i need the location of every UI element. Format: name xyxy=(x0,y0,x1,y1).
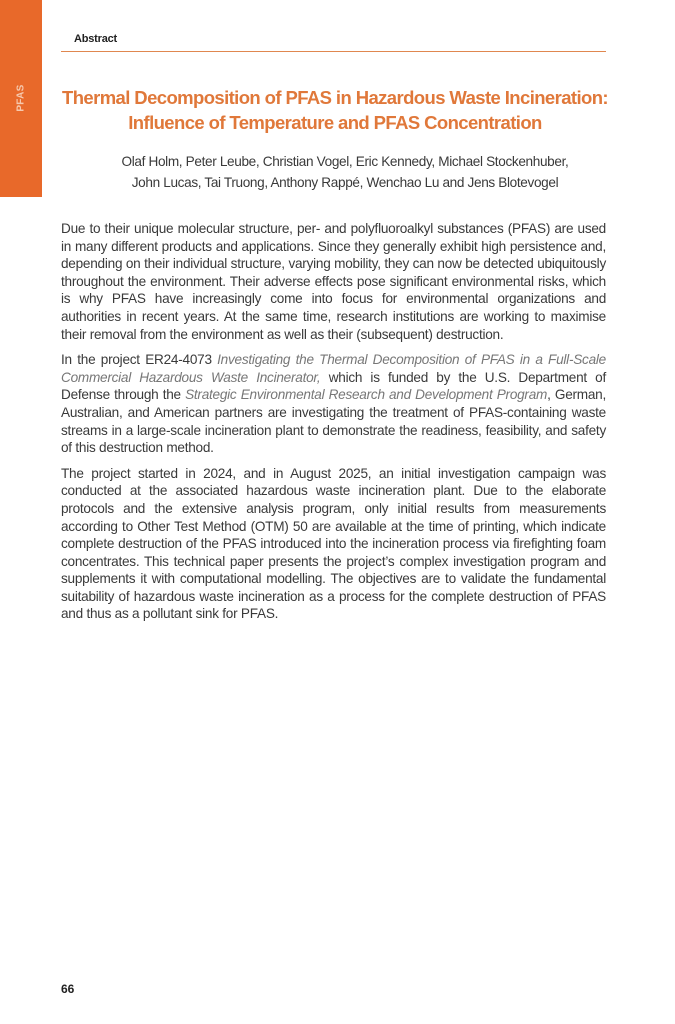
header-divider xyxy=(61,51,606,52)
project-title-italic: Investigating the Thermal Decomposition of PFAS in a Full-Scale Commercial Hazardous Waste Incinerator, xyxy=(61,352,606,385)
p2-text-3: , German, Australian, and American partners are investigating the treatment of PFAS-containing waste streams in a large-scale incineration plant to demonstrate the readiness, feasibility, and safety of this destruction method. xyxy=(61,387,606,456)
section-side-tab xyxy=(0,0,42,197)
authors-line-2: John Lucas, Tai Truong, Anthony Rappé, Wenchao Lu and Jens Blotevogel xyxy=(131,175,559,190)
side-tab-label: PFAS xyxy=(15,84,27,112)
paragraph-1: Due to their unique molecular structure, per- and polyfluoroalkyl substances (PFAS) are used in many different products and applications. Since they generally exhibit high persistence and, depending on their individual structure, varying mobility, they can now be detected ubiquitously throughout the environment. Their adverse effects pose significant environmental risks, which is why PFAS have increasingly come into focus for environmental organizations and authorities in recent years. At the same time, research institutions are working to maximise their removal from the environment as well as their (subsequent) destruction. xyxy=(61,221,606,342)
author-list xyxy=(50,151,640,193)
paragraph-3: The project started in 2024, and in August 2025, an initial investigation campaign was conducted at the associated hazardous waste incineration plant. Due to the elaborate protocols and the extensive analysis program, only initial results from measurements according to Other Test Method (OTM) 50 are available at the time of printing, which indicate complete destruction of the PFAS introduced into the incineration process via firefighting foam concentrates. This technical paper presents the project’s complex investigation program and supplements it with computational modelling. The objectives are to validate the fundamental suitability of hazardous waste incineration as a process for the complete destruction of PFAS and thus as a pollutant sink for PFAS. xyxy=(61,465,606,622)
authors-line-1: Olaf Holm, Peter Leube, Christian Vogel, Eric Kennedy, Michael Stockenhuber, xyxy=(121,154,569,169)
paragraph-2 xyxy=(61,351,606,457)
abstract-body xyxy=(61,220,606,631)
p2-text-2: which is funded by the U.S. Department of Defense through the xyxy=(61,369,606,403)
paper-title xyxy=(50,85,620,135)
title-line-1: Thermal Decomposition of PFAS in Hazardous Waste Incineration: xyxy=(62,87,608,108)
title-line-2: Influence of Temperature and PFAS Concentration xyxy=(128,112,542,133)
program-name-italic: Strategic Environmental Research and Development Program xyxy=(185,387,548,403)
section-heading: Abstract xyxy=(74,33,118,45)
page-number: 66 xyxy=(61,982,75,996)
p2-text-1: In the project ER24-4073 xyxy=(61,352,218,368)
